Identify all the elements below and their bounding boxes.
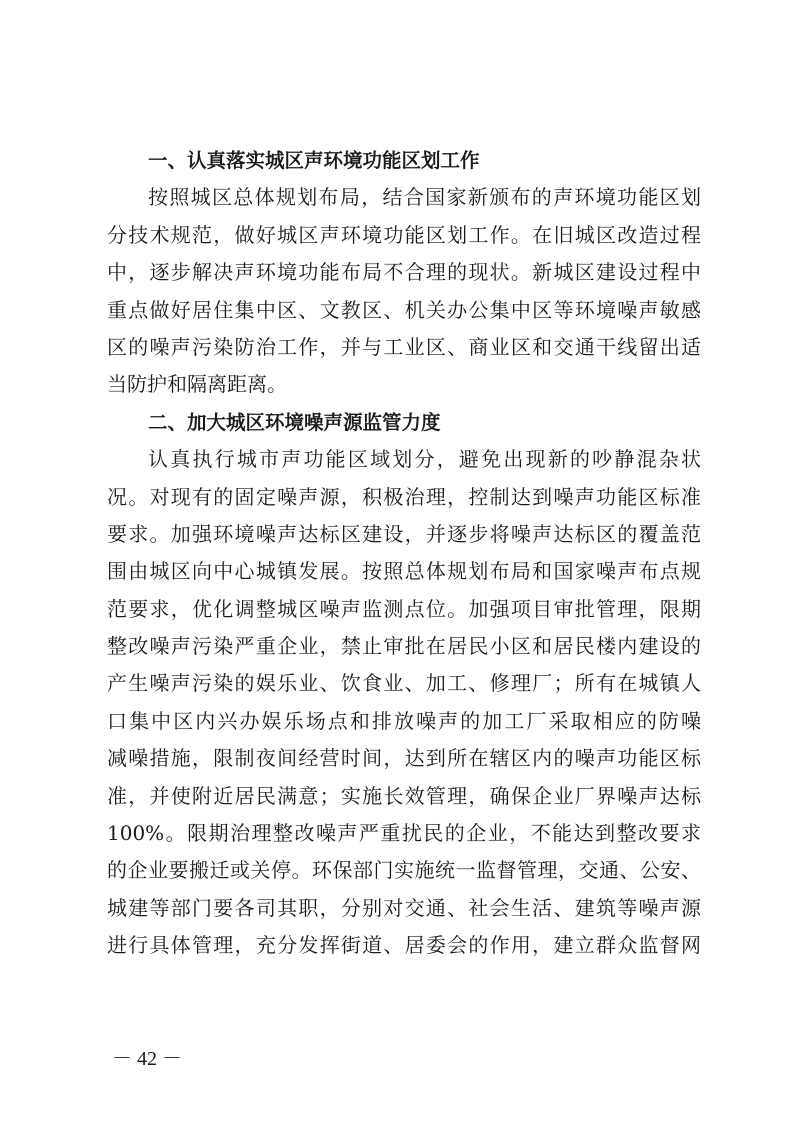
section-heading: 二、加大城区环境噪声源监管力度 (148, 410, 441, 434)
paragraph-line: 整改噪声污染严重企业，禁止审批在居民小区和居民楼内建设的 (107, 634, 701, 659)
page-number: － 42 － (112, 1048, 182, 1070)
paragraph-line: 况。对现有的固定噪声源，积极治理，控制达到噪声功能区标准 (107, 484, 701, 509)
paragraph-line: 进行具体管理，充分发挥街道、居委会的作用，建立群众监督网 (107, 933, 701, 958)
paragraph-line: 准，并使附近居民满意；实施长效管理，确保企业厂界噪声达标 (107, 783, 701, 808)
paragraph-line: 100%。限期治理整改噪声严重扰民的企业，不能达到整改要求 (107, 821, 701, 846)
paragraph-line: 范要求，优化调整城区噪声监测点位。加强项目审批管理，限期 (107, 596, 701, 621)
paragraph-line: 产生噪声污染的娱乐业、饮食业、加工、修理厂；所有在城镇人 (107, 671, 701, 696)
paragraph-line: 中，逐步解决声环境功能布局不合理的现状。新城区建设过程中 (107, 260, 701, 285)
paragraph-line: 要求。加强环境噪声达标区建设，并逐步将噪声达标区的覆盖范 (107, 521, 701, 546)
paragraph-line: 按照城区总体规划布局，结合国家新颁布的声环境功能区划 (148, 185, 701, 210)
paragraph-line: 的企业要搬迁或关停。环保部门实施统一监督管理，交通、公安、 (107, 858, 701, 883)
paragraph-line: 分技术规范，做好城区声环境功能区划工作。在旧城区改造过程 (107, 222, 701, 247)
paragraph-line: 认真执行城市声功能区域划分，避免出现新的吵静混杂状 (148, 447, 701, 472)
paragraph-line: 重点做好居住集中区、文教区、机关办公集中区等环境噪声敏感 (107, 297, 701, 322)
paragraph-line: 区的噪声污染防治工作，并与工业区、商业区和交通干线留出适 (107, 334, 701, 359)
paragraph-line: 城建等部门要各司其职，分别对交通、社会生活、建筑等噪声源 (107, 895, 701, 920)
paragraph-line: 围由城区向中心城镇发展。按照总体规划布局和国家噪声布点规 (107, 559, 701, 584)
paragraph-line: 口集中区内兴办娱乐场点和排放噪声的加工厂采取相应的防噪 (107, 708, 701, 733)
section-heading: 一、认真落实城区声环境功能区划工作 (148, 149, 480, 172)
paragraph-line: 减噪措施，限制夜间经营时间，达到所在辖区内的噪声功能区标 (107, 746, 701, 771)
paragraph-line: 当防护和隔离距离。 (107, 372, 287, 397)
document-body (107, 142, 701, 965)
